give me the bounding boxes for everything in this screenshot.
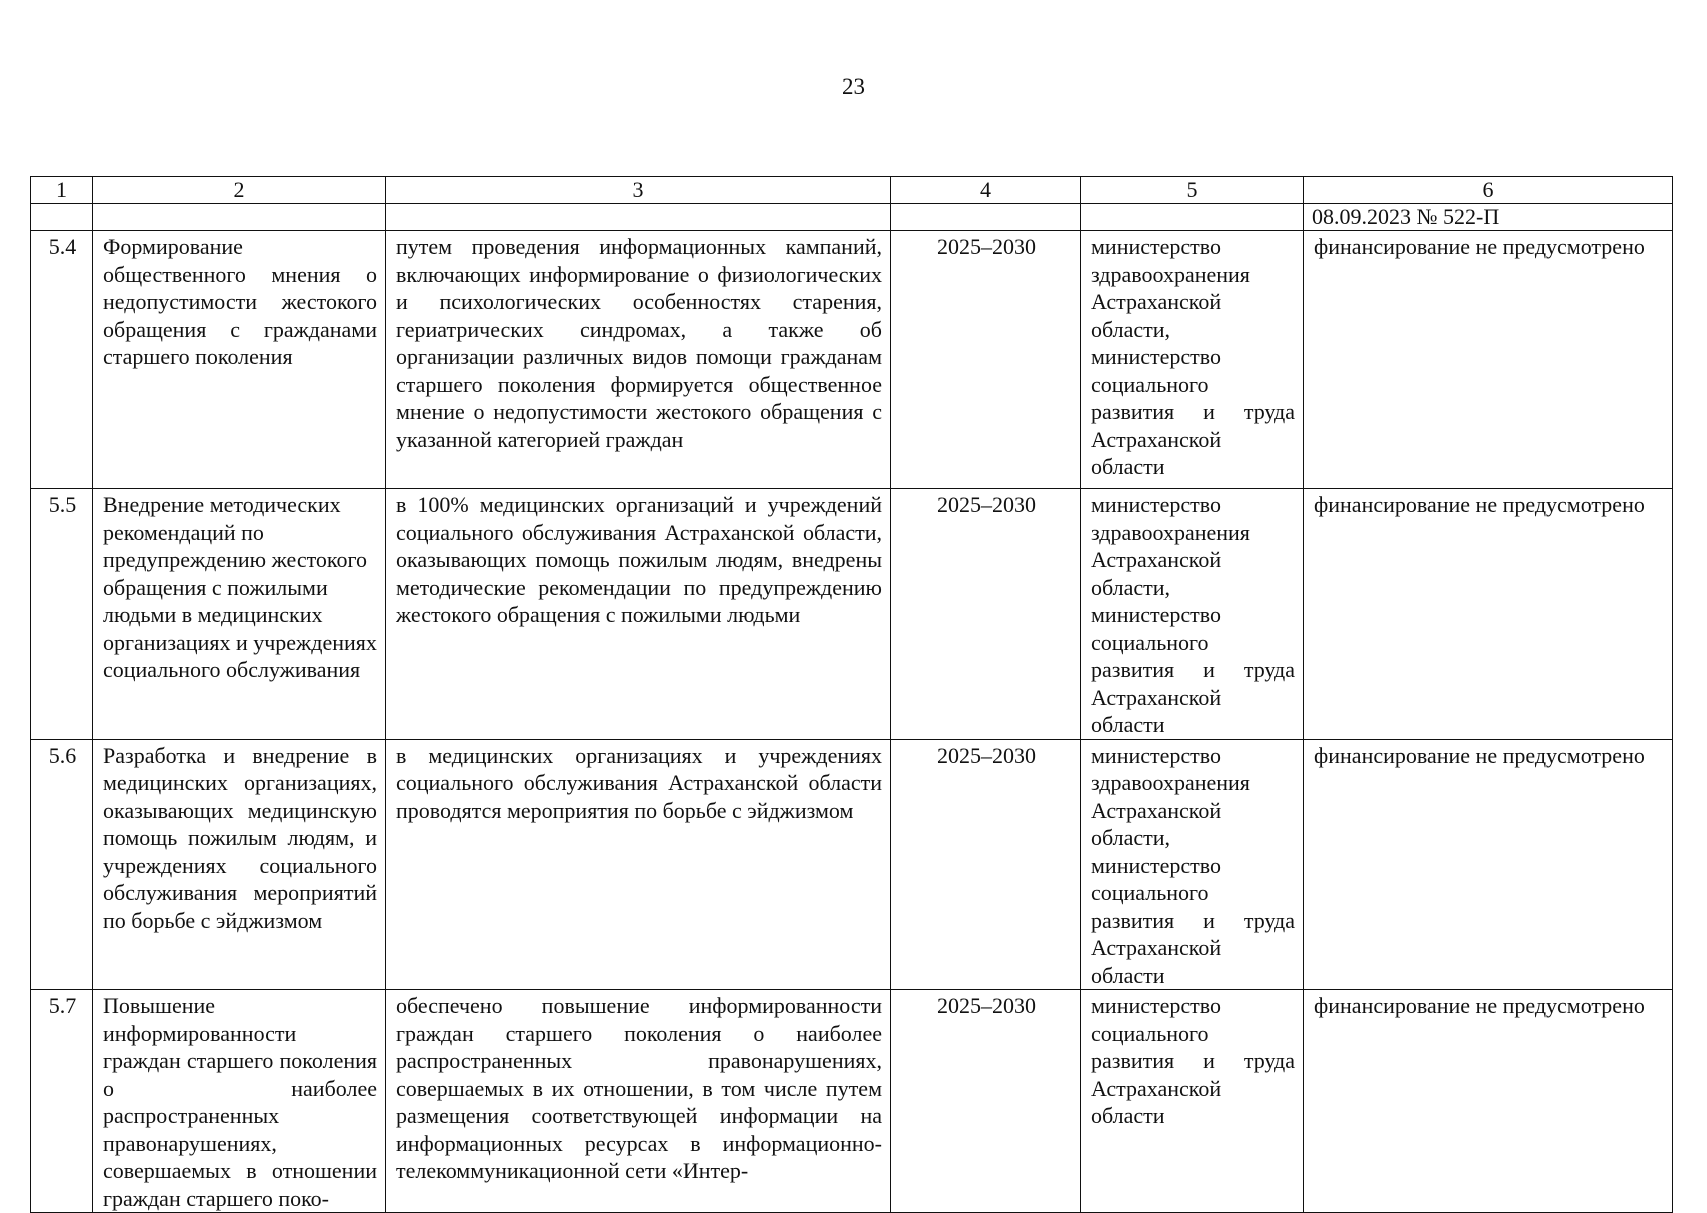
table-row bbox=[31, 739, 1673, 990]
period-cell: 2025–2030 bbox=[891, 990, 1081, 1213]
column-header: 1 bbox=[31, 177, 93, 204]
funding-cell: финансирование не предусмотрено bbox=[1304, 990, 1673, 1213]
period-cell: 2025–2030 bbox=[891, 739, 1081, 990]
column-header: 3 bbox=[386, 177, 891, 204]
measure-cell: Повышение информированности граждан старшего поколения о наиболее распространенных правонарушениях, совершаемых в отношении граждан старшего поко- bbox=[93, 990, 386, 1213]
table-subheader-row bbox=[31, 204, 1673, 231]
empty-cell bbox=[1081, 204, 1304, 231]
page-number: 23 bbox=[842, 74, 865, 99]
row-number: 5.5 bbox=[31, 489, 93, 740]
result-cell: путем проведения информационных кампаний, включающих информирование о физиологических и психологических особенностях старения, гериатрических синдромах, а также об организации различных видов помощи гражданам старшего поколения формируется общественное мнение о недопустимости жестокого обращения с указанной категорией граждан bbox=[386, 231, 891, 489]
empty-cell bbox=[31, 204, 93, 231]
column-header: 5 bbox=[1081, 177, 1304, 204]
funding-cell: финансирование не предусмотрено bbox=[1304, 231, 1673, 489]
table-row bbox=[31, 231, 1673, 489]
result-cell: в 100% медицинских организаций и учреждений социального обслуживания Астраханской области, оказывающих помощь пожилым людям, внедрены методические рекомендации по предупреждению жестокого обращения с пожилыми людьми bbox=[386, 489, 891, 740]
table-row bbox=[31, 990, 1673, 1213]
table-header-row bbox=[31, 177, 1673, 204]
period-cell: 2025–2030 bbox=[891, 231, 1081, 489]
result-cell: в медицинских организациях и учреждениях социального обслуживания Астраханской области проводятся мероприятия по борьбе с эйджизмом bbox=[386, 739, 891, 990]
period-cell: 2025–2030 bbox=[891, 489, 1081, 740]
empty-cell bbox=[386, 204, 891, 231]
measure-cell: Формирование общественного мнения о недопустимости жестокого обращения с гражданами старшего поколения bbox=[93, 231, 386, 489]
funding-cell: финансирование не предусмотрено bbox=[1304, 489, 1673, 740]
funding-cell: финансирование не предусмотрено bbox=[1304, 739, 1673, 990]
column-header: 2 bbox=[93, 177, 386, 204]
measure-cell: Внедрение методических рекомендаций по предупреждению жестокого обращения с пожилыми людьми в медицинских организациях и учреждениях социального обслуживания bbox=[93, 489, 386, 740]
executor-cell: министерство здравоохранения Астраханской области, министерство социального развития и труда Астраханской области bbox=[1081, 489, 1304, 740]
result-cell: обеспечено повышение информированности граждан старшего поколения о наиболее распространенных правонарушениях, совершаемых в их отношении, в том числе путем размещения соответствующей информации на информационных ресурсах в информационно-телекоммуникационной сети «Интер- bbox=[386, 990, 891, 1213]
column-header: 4 bbox=[891, 177, 1081, 204]
empty-cell bbox=[93, 204, 386, 231]
measure-cell: Разработка и внедрение в медицинских организациях, оказывающих медицинскую помощь пожилым людям, и учреждениях социального обслуживания мероприятий по борьбе с эйджизмом bbox=[93, 739, 386, 990]
executor-cell: министерство здравоохранения Астраханской области, министерство социального развития и труда Астраханской области bbox=[1081, 739, 1304, 990]
executor-cell: министерство социального развития и труда Астраханской области bbox=[1081, 990, 1304, 1213]
row-number: 5.7 bbox=[31, 990, 93, 1213]
column-header: 6 bbox=[1304, 177, 1673, 204]
executor-cell: министерство здравоохранения Астраханской области, министерство социального развития и труда Астраханской области bbox=[1081, 231, 1304, 489]
table-row bbox=[31, 489, 1673, 740]
row-number: 5.4 bbox=[31, 231, 93, 489]
empty-cell bbox=[891, 204, 1081, 231]
amendment-note: 08.09.2023 № 522-П bbox=[1304, 204, 1673, 231]
measures-table bbox=[30, 176, 1673, 1213]
row-number: 5.6 bbox=[31, 739, 93, 990]
